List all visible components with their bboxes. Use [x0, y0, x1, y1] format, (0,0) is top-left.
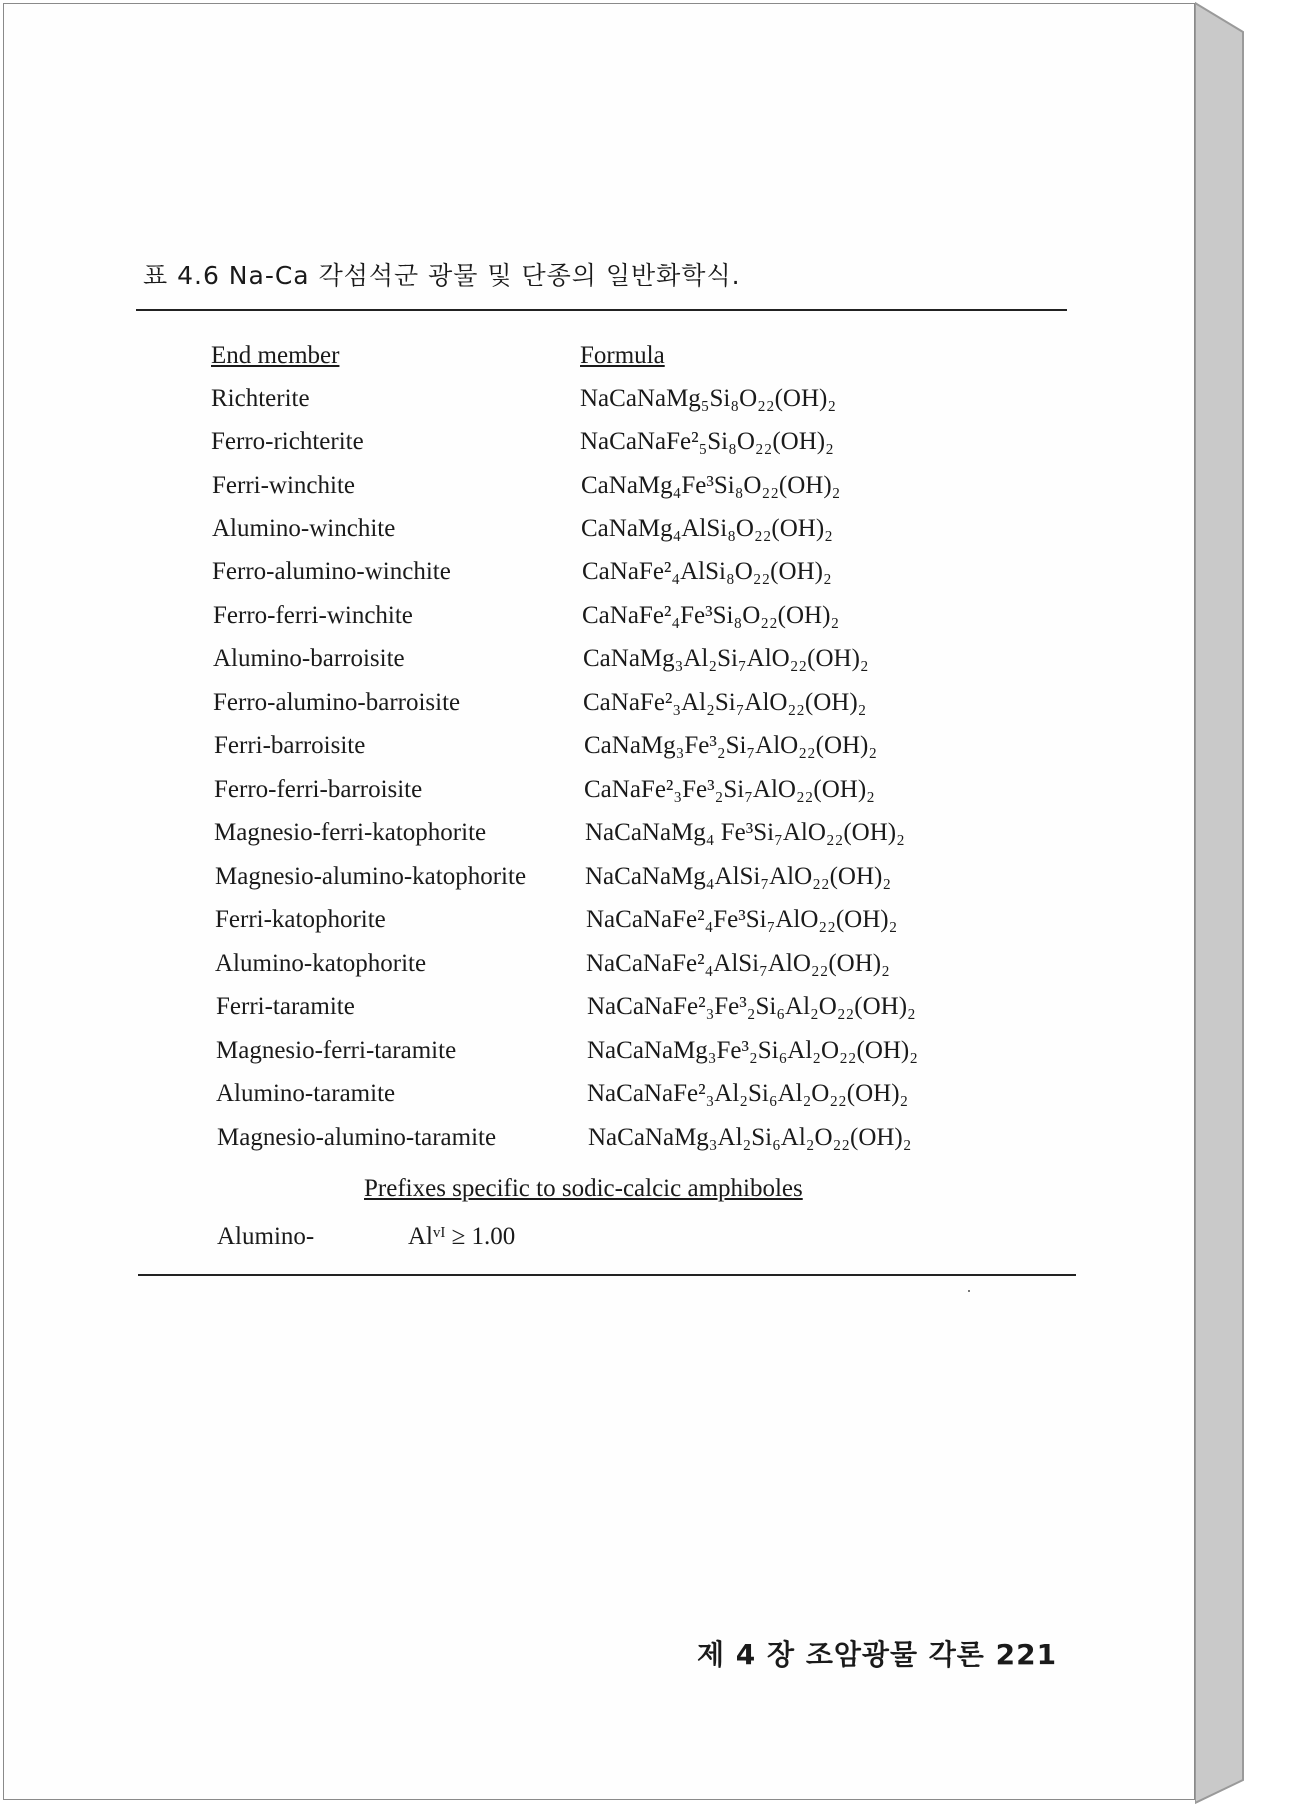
formula: NaCaNaMg₅Si₈O₂₂(OH)₂ — [580, 385, 837, 412]
end-member-name: Alumino-taramite — [216, 1080, 396, 1107]
end-member-name: Ferro-ferri-winchite — [213, 602, 413, 629]
prefix-rule: Alᵛᴵ ≥ 1.00 — [408, 1223, 516, 1250]
formula: NaCaNaFe²₄Fe³Si₇AlO₂₂(OH)₂ — [586, 906, 898, 933]
formula: NaCaNaMg₄AlSi₇AlO₂₂(OH)₂ — [585, 863, 892, 890]
end-member-name: Ferri-taramite — [216, 993, 355, 1020]
end-member-name: Magnesio-ferri-katophorite — [214, 819, 487, 846]
formula: CaNaMg₃Fe³₂Si₇AlO₂₂(OH)₂ — [584, 732, 878, 759]
end-member-name: Alumino-winchite — [212, 515, 396, 542]
formula: NaCaNaFe²₅Si₈O₂₂(OH)₂ — [580, 428, 834, 455]
formula: NaCaNaFe²₄AlSi₇AlO₂₂(OH)₂ — [586, 950, 890, 977]
formula: NaCaNaMg₄ Fe³Si₇AlO₂₂(OH)₂ — [585, 819, 905, 846]
end-member-name: Richterite — [211, 385, 310, 412]
end-member-name: Ferro-richterite — [211, 428, 364, 455]
formula: CaNaMg₃Al₂Si₇AlO₂₂(OH)₂ — [583, 645, 869, 672]
top-rule — [136, 309, 1067, 311]
formula: CaNaMg₄Fe³Si₈O₂₂(OH)₂ — [581, 472, 841, 499]
header-formula: Formula — [580, 342, 665, 369]
end-member-name: Ferri-winchite — [212, 472, 356, 499]
formula: CaNaFe²₃Al₂Si₇AlO₂₂(OH)₂ — [583, 689, 867, 716]
formula: NaCaNaMg₃Al₂Si₆Al₂O₂₂(OH)₂ — [588, 1124, 912, 1151]
page-edge-shadow — [1195, 0, 1255, 1806]
end-member-name: Ferro-alumino-winchite — [212, 558, 451, 585]
formula: NaCaNaMg₃Fe³₂Si₆Al₂O₂₂(OH)₂ — [587, 1037, 918, 1064]
end-member-name: Alumino-barroisite — [213, 645, 405, 672]
end-member-name: Ferri-barroisite — [214, 732, 366, 759]
prefix-section-title: Prefixes specific to sodic-calcic amphiboles — [364, 1175, 803, 1202]
formula: CaNaFe²₃Fe³₂Si₇AlO₂₂(OH)₂ — [584, 776, 875, 803]
end-member-name: Ferri-katophorite — [215, 906, 386, 933]
speck — [968, 1290, 970, 1292]
end-member-name: Ferro-ferri-barroisite — [214, 776, 423, 803]
end-member-name: Magnesio-ferri-taramite — [216, 1037, 457, 1064]
formula: CaNaFe²₄AlSi₈O₂₂(OH)₂ — [582, 558, 832, 585]
formula: CaNaMg₄AlSi₈O₂₂(OH)₂ — [581, 515, 833, 542]
end-member-name: Magnesio-alumino-katophorite — [215, 863, 527, 890]
end-member-name: Magnesio-alumino-taramite — [217, 1124, 497, 1151]
running-footer: 제 4 장 조암광물 각론 221 — [697, 1638, 1058, 1671]
bottom-rule — [138, 1274, 1076, 1276]
header-end-member: End member — [211, 342, 340, 369]
formula: CaNaFe²₄Fe³Si₈O₂₂(OH)₂ — [582, 602, 840, 629]
prefix-name: Alumino- — [217, 1223, 315, 1250]
table-caption: 표 4.6 Na-Ca 각섬석군 광물 및 단종의 일반화학식. — [143, 261, 741, 290]
formula: NaCaNaFe²₃Fe³₂Si₆Al₂O₂₂(OH)₂ — [587, 993, 916, 1020]
formula: NaCaNaFe²₃Al₂Si₆Al₂O₂₂(OH)₂ — [587, 1080, 909, 1107]
end-member-name: Alumino-katophorite — [215, 950, 427, 977]
end-member-name: Ferro-alumino-barroisite — [213, 689, 461, 716]
